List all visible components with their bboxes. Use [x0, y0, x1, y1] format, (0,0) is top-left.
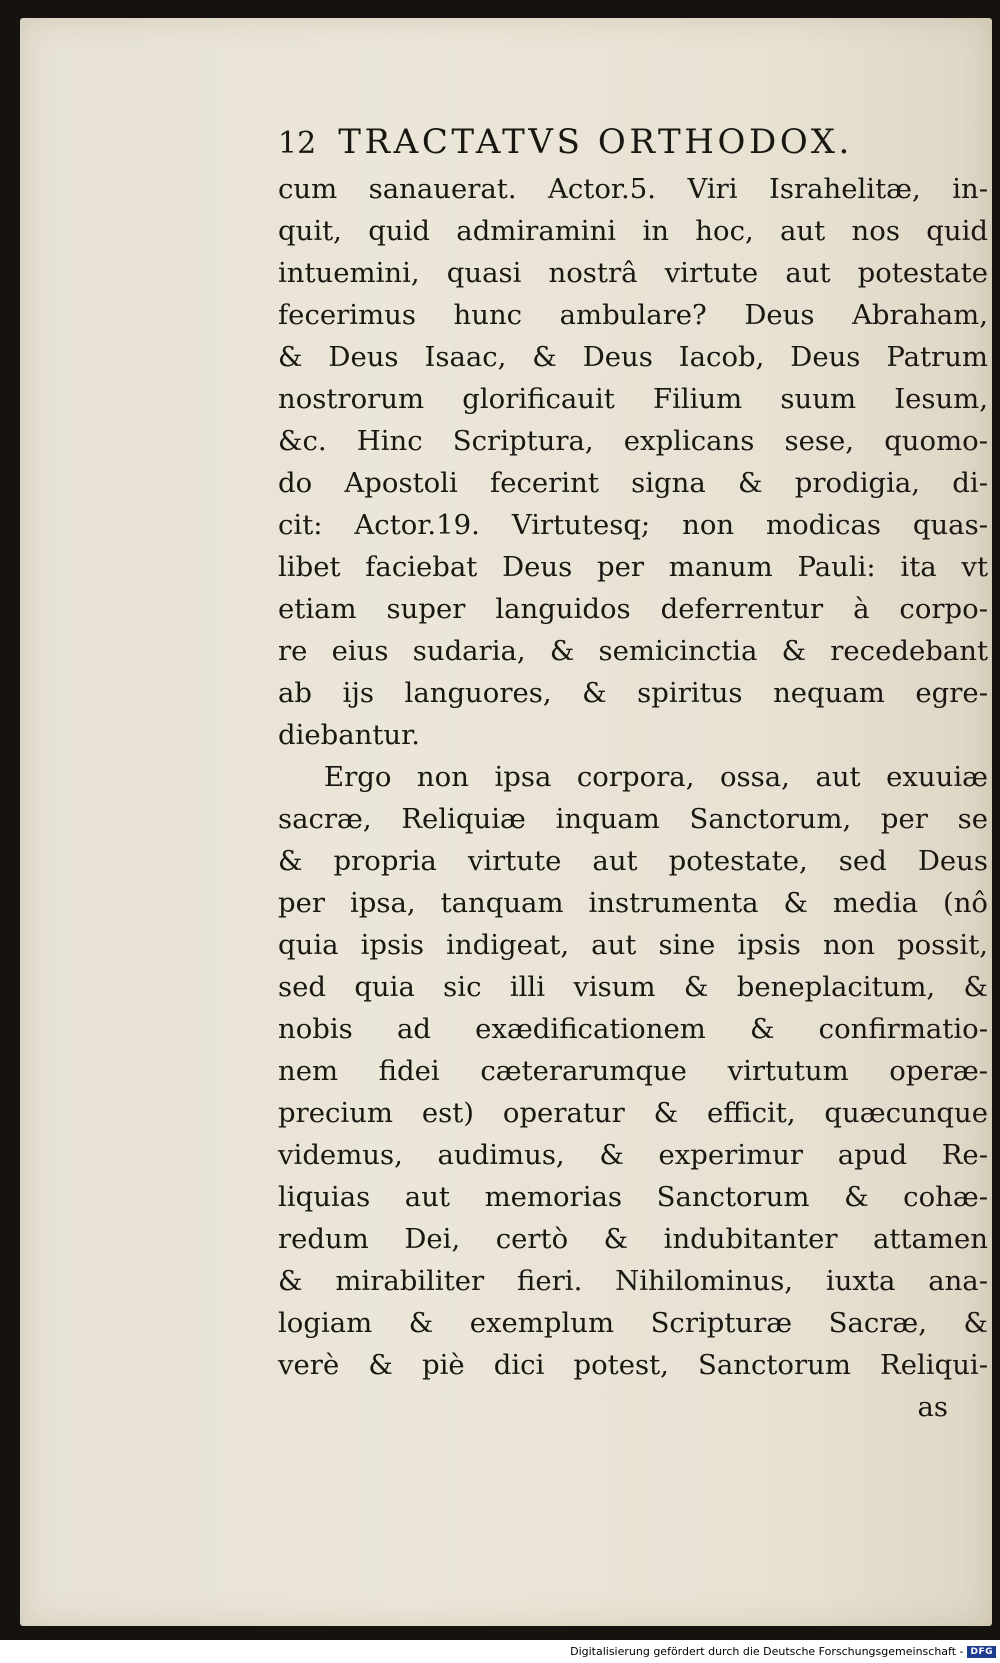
text-line: precium est) operatur & efficit, quæcunque [278, 1097, 988, 1129]
digitization-credit [570, 1645, 996, 1658]
page-text-block [278, 122, 988, 1428]
running-title: TRACTATVS ORTHODOX. [338, 122, 853, 162]
text-line: sed quia sic illi visum & beneplacitum, & [278, 971, 988, 1003]
text-line: verè & piè dici potest, Sanctorum Reliqui- [278, 1349, 988, 1381]
text-line: redum Dei, certò & indubitanter attamen [278, 1223, 988, 1255]
text-line: nostrorum glorificauit Filium suum Iesum, [278, 383, 988, 415]
text-line: &c. Hinc Scriptura, explicans sese, quomo- [278, 425, 988, 457]
text-line: re eius sudaria, & semicinctia & recedebant [278, 635, 988, 667]
text-line: nobis ad exædificationem & confirmatio- [278, 1013, 988, 1045]
book-page [20, 18, 992, 1626]
text-line: & mirabiliter fieri. Nihilominus, iuxta ana- [278, 1265, 988, 1297]
text-line: per ipsa, tanquam instrumenta & media (nô [278, 887, 988, 919]
text-line: do Apostoli fecerint signa & prodigia, di- [278, 467, 988, 499]
text-line: cum sanauerat. Actor.5. Viri Israhelitæ, in- [278, 173, 988, 205]
text-line: quit, quid admiramini in hoc, aut nos quid [278, 215, 988, 247]
text-line: ab ijs languores, & spiritus nequam egre- [278, 677, 988, 709]
page-number: 12 [278, 126, 317, 161]
text-line: liquias aut memorias Sanctorum & cohæ- [278, 1181, 988, 1213]
text-line: & propria virtute aut potestate, sed Deus [278, 845, 988, 877]
paragraph-first-line: Ergo non ipsa corpora, ossa, aut exuuiæ [324, 761, 988, 793]
text-line: quia ipsis indigeat, aut sine ipsis non possit, [278, 929, 988, 961]
text-line: & Deus Isaac, & Deus Iacob, Deus Patrum [278, 341, 988, 373]
text-line: etiam super languidos deferrentur à corpo- [278, 593, 988, 625]
text-line: cit: Actor.19. Virtutesq; non modicas quas- [278, 509, 988, 541]
text-line: fecerimus hunc ambulare? Deus Abraham, [278, 299, 988, 331]
catchword: as [917, 1391, 948, 1423]
text-line: diebantur. [278, 719, 421, 751]
text-line: sacræ, Reliquiæ inquam Sanctorum, per se [278, 803, 988, 835]
text-line: libet faciebat Deus per manum Pauli: ita vt [278, 551, 988, 583]
text-line: logiam & exemplum Scripturæ Sacræ, & [278, 1307, 988, 1339]
dfg-logo-icon: DFG [967, 1646, 996, 1658]
text-line: nem fidei cæterarumque virtutum operæ- [278, 1055, 988, 1087]
credit-text: Digitalisierung gefördert durch die Deutsche Forschungsgemeinschaft - [570, 1645, 964, 1658]
text-line: intuemini, quasi nostrâ virtute aut potestate [278, 257, 988, 289]
running-head [278, 122, 988, 168]
text-line: videmus, audimus, & experimur apud Re- [278, 1139, 988, 1171]
